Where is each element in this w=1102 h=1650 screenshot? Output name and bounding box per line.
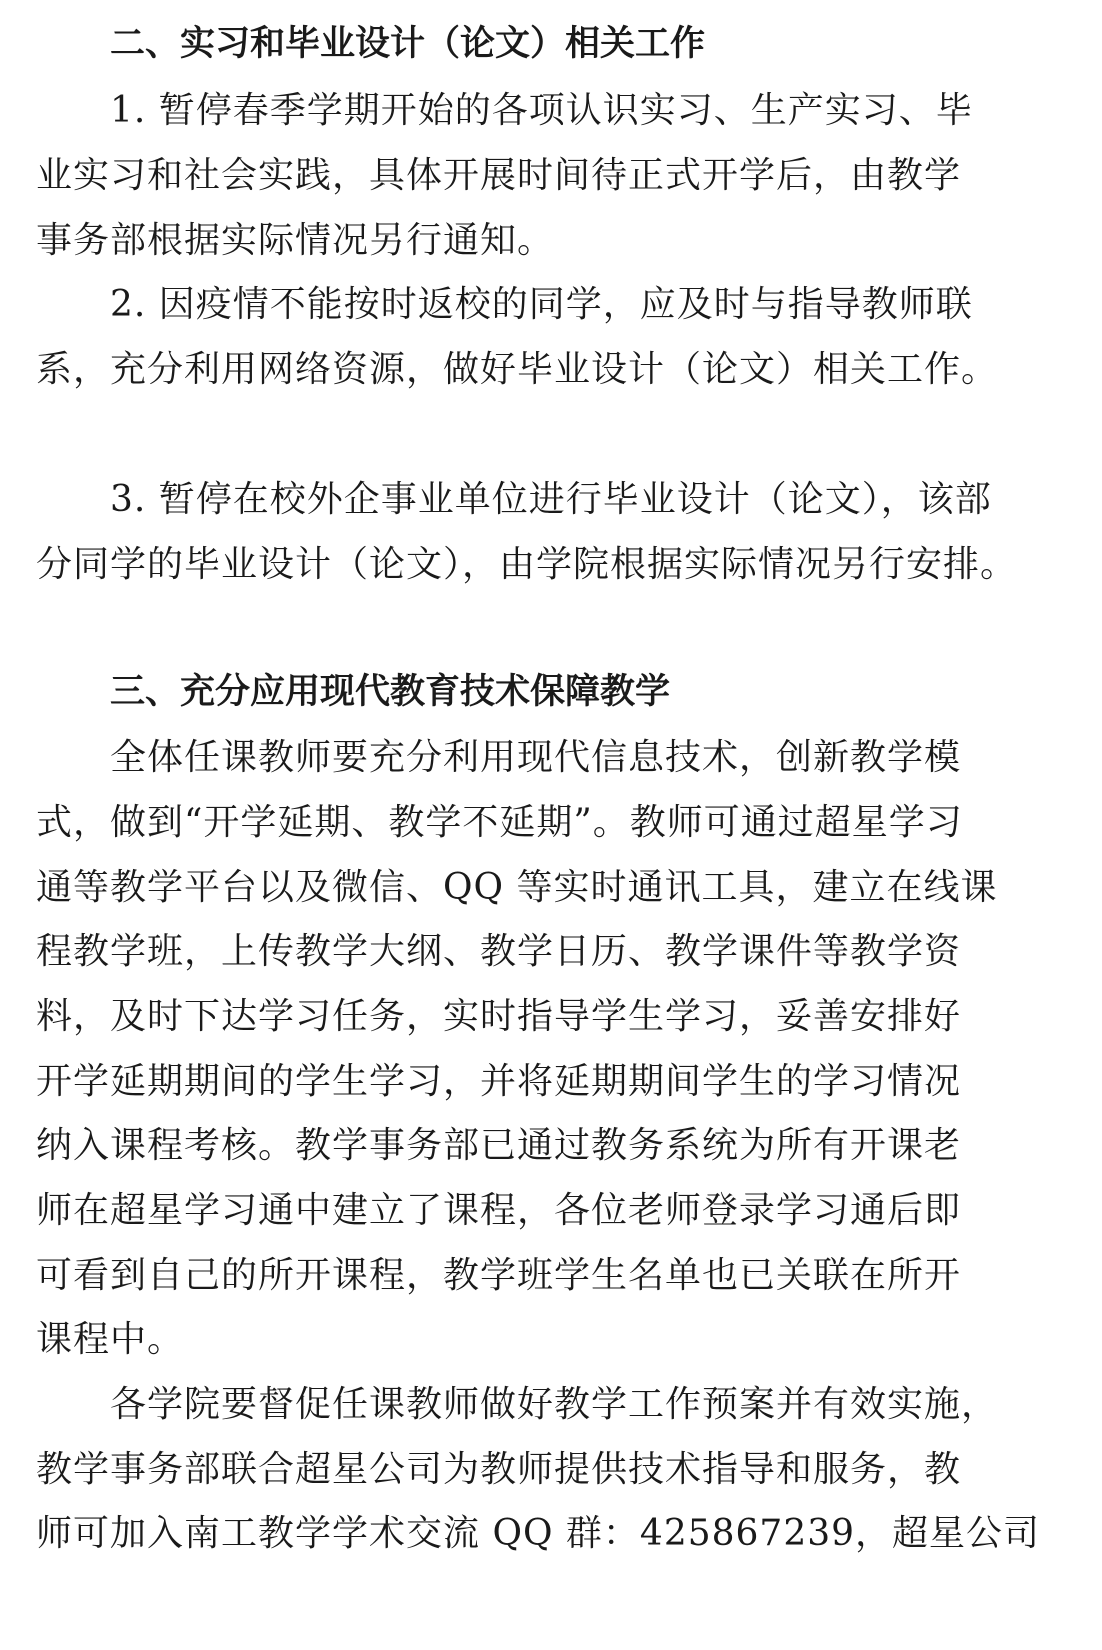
- paragraph-line: 1. 暂停春季学期开始的各项认识实习、生产实习、毕: [110, 90, 973, 131]
- paragraph-line: 3. 暂停在校外企事业单位进行毕业设计（论文），该部: [110, 479, 992, 520]
- paragraph-line: 纳入课程考核。教学事务部已通过教务系统为所有开课老: [36, 1125, 962, 1166]
- paragraph-line: 通等教学平台以及微信、QQ 等实时通讯工具，建立在线课: [36, 867, 998, 908]
- paragraph-line: 各学院要督促任课教师做好教学工作预案并有效实施，: [110, 1384, 999, 1425]
- paragraph-line: 业实习和社会实践，具体开展时间待正式开学后，由教学: [36, 155, 962, 196]
- paragraph-line: 教学事务部联合超星公司为教师提供技术指导和服务，教: [36, 1449, 962, 1490]
- paragraph-line: 开学延期期间的学生学习，并将延期期间学生的学习情况: [36, 1061, 962, 1102]
- paragraph-line: 全体任课教师要充分利用现代信息技术，创新教学模: [110, 737, 962, 778]
- paragraph-line: 事务部根据实际情况另行通知。: [36, 220, 555, 261]
- paragraph-line: 料，及时下达学习任务，实时指导学生学习，妥善安排好: [36, 996, 962, 1037]
- paragraph-line: 可看到自己的所开课程，教学班学生名单也已关联在所开: [36, 1255, 962, 1296]
- paragraph-line: 2. 因疫情不能按时返校的同学，应及时与指导教师联: [110, 284, 973, 325]
- section-heading-internship: 二、实习和毕业设计（论文）相关工作: [110, 24, 706, 64]
- paragraph-line: 师在超星学习通中建立了课程，各位老师登录学习通后即: [36, 1190, 962, 1231]
- paragraph-line: 式，做到“开学延期、教学不延期”。教师可通过超星学习: [36, 802, 963, 843]
- paragraph-line: 分同学的毕业设计（论文），由学院根据实际情况另行安排。: [36, 544, 1018, 585]
- paragraph-line: 师可加入南工教学学术交流 QQ 群：425867239，超星公司: [36, 1513, 1041, 1554]
- paragraph-line: 课程中。: [36, 1319, 185, 1360]
- paragraph-line: 程教学班，上传教学大纲、教学日历、教学课件等教学资: [36, 931, 962, 972]
- paragraph-line: 系，充分利用网络资源，做好毕业设计（论文）相关工作。: [36, 349, 999, 390]
- section-heading-education-technology: 三、充分应用现代教育技术保障教学: [110, 672, 671, 712]
